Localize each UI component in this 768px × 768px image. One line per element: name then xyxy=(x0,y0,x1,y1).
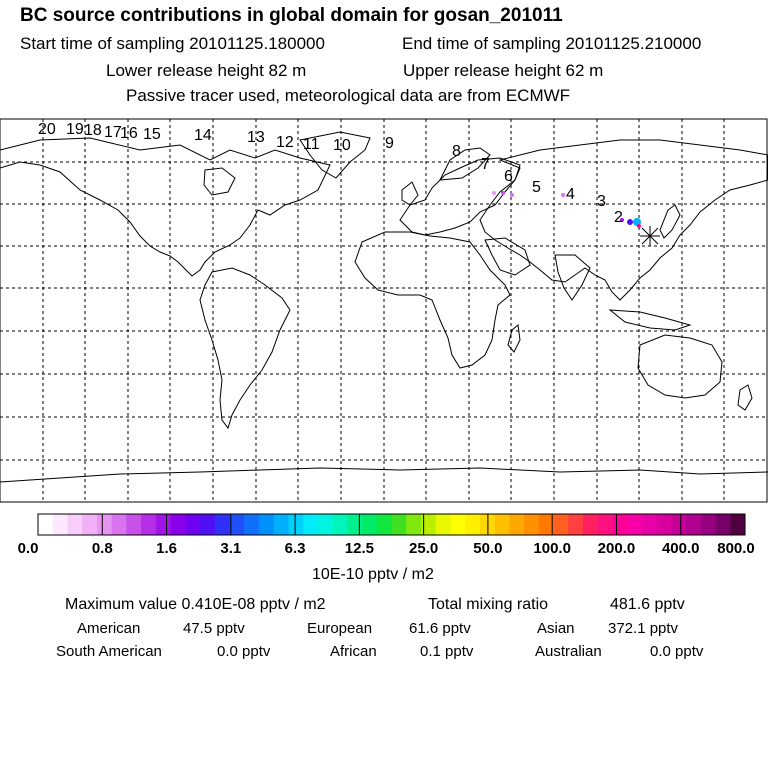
australia-outline xyxy=(638,335,722,398)
colorbar-swatch xyxy=(701,514,716,535)
colorbar-tick-6: 25.0 xyxy=(409,540,439,557)
total-mixing-label: Total mixing ratio xyxy=(428,596,549,613)
colorbar-tick-0: 0.0 xyxy=(17,540,39,557)
colorbar-swatch xyxy=(97,514,112,535)
trajectory-label-2: 2 xyxy=(614,209,623,226)
trajectory-label-5: 5 xyxy=(532,179,541,196)
australian-value: 0.0 pptv xyxy=(650,643,704,660)
colorbar-swatch xyxy=(671,514,686,535)
colorbar-tick-8: 100.0 xyxy=(533,540,571,557)
north-america-outline xyxy=(0,138,330,276)
american-label: American xyxy=(77,620,141,637)
european-value: 61.6 pptv xyxy=(409,620,471,637)
colorbar-swatch xyxy=(465,514,480,535)
colorbar-swatch xyxy=(244,514,259,535)
colorbar-unit: 10E-10 pptv / m2 xyxy=(312,566,434,583)
trajectory-label-10: 10 xyxy=(333,137,351,154)
start-time-label: Start time of sampling 20101125.180000 xyxy=(20,34,325,53)
european-label: European xyxy=(307,620,373,637)
colorbar-swatch xyxy=(274,514,289,535)
colorbar-swatch xyxy=(362,514,377,535)
south-american-label: South American xyxy=(56,643,162,660)
trajectory-label-14: 14 xyxy=(194,127,212,144)
colorbar-swatch xyxy=(171,514,186,535)
colorbar-swatch xyxy=(568,514,583,535)
hudson-bay-outline xyxy=(204,168,235,195)
colorbar-swatch xyxy=(215,514,230,535)
receptor-marker xyxy=(640,226,660,246)
colorbar-swatch xyxy=(642,514,657,535)
end-time-label: End time of sampling 20101125.210000 xyxy=(402,34,702,53)
trajectory-label-13: 13 xyxy=(247,129,265,146)
africa-outline xyxy=(355,232,510,368)
colorbar-tick-9: 200.0 xyxy=(597,540,636,557)
colorbar-tick-5: 12.5 xyxy=(344,540,374,557)
colorbar-swatch xyxy=(657,514,672,535)
trajectory-label-16: 16 xyxy=(120,125,138,142)
colorbar-swatch xyxy=(598,514,613,535)
colorbar-swatch xyxy=(303,514,318,535)
trajectory-labels xyxy=(38,121,623,226)
upper-height-label: Upper release height 62 m xyxy=(403,61,604,80)
trajectory-label-20: 20 xyxy=(38,121,56,138)
colorbar-swatch xyxy=(67,514,82,535)
colorbar-swatch xyxy=(229,514,244,535)
colorbar-tick-7: 50.0 xyxy=(473,540,503,557)
colorbar-swatch xyxy=(554,514,569,535)
trajectory-label-19: 19 xyxy=(66,121,84,138)
colorbar-swatch xyxy=(509,514,524,535)
europe-outline xyxy=(400,158,520,235)
trajectory-label-17: 17 xyxy=(104,124,122,141)
colorbar-swatch xyxy=(318,514,333,535)
asian-label: Asian xyxy=(537,620,575,637)
colorbar-swatch xyxy=(53,514,68,535)
colorbar-swatch xyxy=(524,514,539,535)
colorbar xyxy=(38,514,746,535)
colorbar-swatch xyxy=(450,514,465,535)
new-zealand-outline xyxy=(738,385,752,410)
total-mixing-value: 481.6 pptv xyxy=(610,596,685,613)
australian-label: Australian xyxy=(535,643,602,660)
plot-title: BC source contributions in global domain for gosan_201011 xyxy=(20,5,563,26)
trajectory-label-7: 7 xyxy=(481,156,490,173)
american-value: 47.5 pptv xyxy=(183,620,245,637)
trajectory-label-3: 3 xyxy=(597,193,606,210)
trajectory-label-6: 6 xyxy=(504,168,513,185)
trajectory-label-15: 15 xyxy=(143,126,161,143)
colorbar-swatch xyxy=(333,514,348,535)
colorbar-swatch xyxy=(112,514,127,535)
colorbar-swatch xyxy=(288,514,303,535)
colorbar-tick-10: 400.0 xyxy=(661,540,700,557)
trajectory-label-18: 18 xyxy=(84,122,102,139)
colorbar-swatch xyxy=(38,514,53,535)
india-outline xyxy=(555,255,590,300)
african-value: 0.1 pptv xyxy=(420,643,474,660)
trajectory-label-11: 11 xyxy=(303,136,320,153)
indonesia-outline xyxy=(610,310,690,330)
colorbar-swatch xyxy=(126,514,141,535)
lower-height-label: Lower release height 82 m xyxy=(106,61,307,80)
british-isles-outline xyxy=(402,182,418,205)
colorbar-swatch xyxy=(730,514,745,535)
lat-lon-grid xyxy=(0,119,767,502)
trajectory-label-4: 4 xyxy=(566,186,575,203)
trajectory-label-9: 9 xyxy=(385,135,394,152)
colorbar-swatch xyxy=(141,514,156,535)
colorbar-swatch xyxy=(436,514,451,535)
colorbar-swatch xyxy=(627,514,642,535)
colorbar-tick-2: 1.6 xyxy=(156,540,177,557)
maximum-value: Maximum value 0.410E-08 pptv / m2 xyxy=(65,596,326,613)
colorbar-tick-4: 6.3 xyxy=(284,540,306,557)
colorbar-swatch xyxy=(406,514,421,535)
south-american-value: 0.0 pptv xyxy=(217,643,271,660)
colorbar-swatch xyxy=(612,514,627,535)
colorbar-swatch xyxy=(259,514,274,535)
colorbar-tick-11: 800.0 xyxy=(717,540,755,557)
colorbar-swatch xyxy=(156,514,171,535)
colorbar-swatch xyxy=(716,514,731,535)
african-label: African xyxy=(330,643,377,660)
colorbar-swatch xyxy=(82,514,97,535)
tracer-info-label: Passive tracer used, meteorological data are from ECMWF xyxy=(126,86,571,105)
japan-outline xyxy=(660,205,680,238)
colorbar-swatch xyxy=(200,514,215,535)
asian-value: 372.1 pptv xyxy=(608,620,679,637)
colorbar-swatch xyxy=(347,514,362,535)
colorbar-swatch xyxy=(686,514,701,535)
colorbar-tick-3: 3.1 xyxy=(220,540,242,557)
madagascar-outline xyxy=(508,325,520,352)
colorbar-swatch xyxy=(392,514,407,535)
colorbar-swatch xyxy=(583,514,598,535)
trajectory-label-8: 8 xyxy=(452,143,461,160)
arabia-outline xyxy=(485,238,530,275)
colorbar-swatch xyxy=(185,514,200,535)
trajectory-label-12: 12 xyxy=(276,134,294,151)
colorbar-swatch xyxy=(495,514,510,535)
colorbar-tick-1: 0.8 xyxy=(91,540,113,557)
colorbar-swatch xyxy=(377,514,392,535)
